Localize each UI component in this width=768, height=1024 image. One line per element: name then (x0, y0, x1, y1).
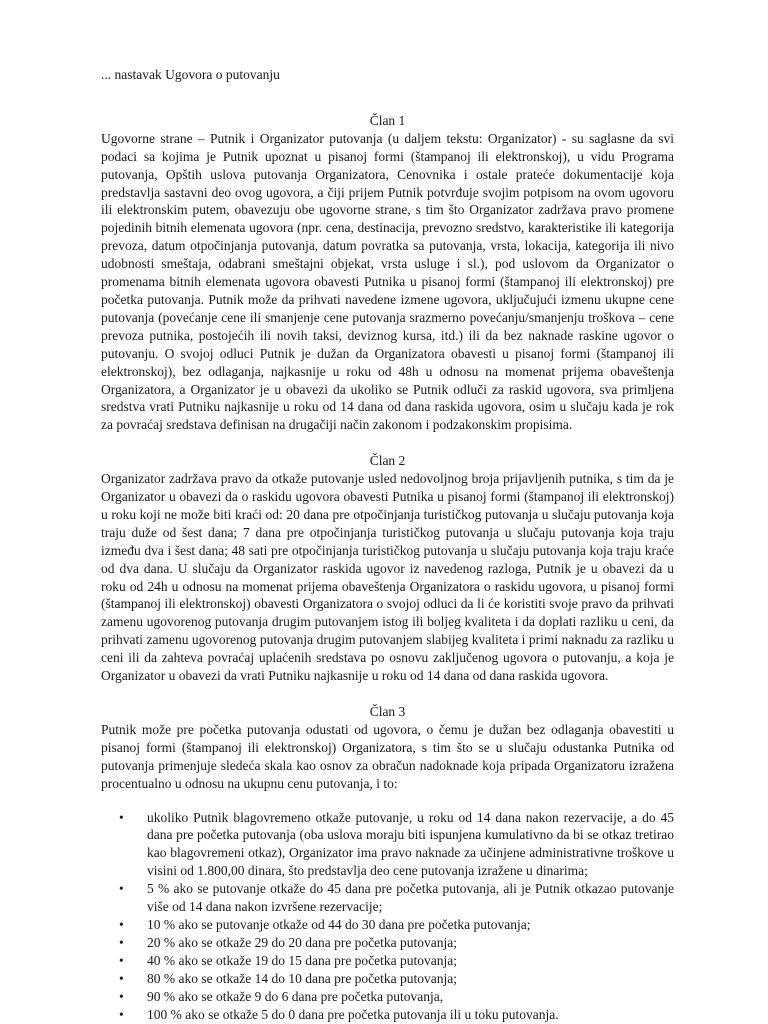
list-item-text: 10 % ako se putovanje otkaže od 44 do 30 dana pre početka putovanja; (147, 916, 531, 932)
list-item-text: ukoliko Putnik blagovremeno otkaže putovanje, u roku od 14 dana nakon rezervacije, a do 45 dana pre početka putovanja (oba uslova moraju biti ispunjena kumulativno da bi se otkaz tretirao kao blagovremeni otkaz), Organizator ima pravo naknade za učinjene administrativne troškove u visini od 1.800,00 dinara, što predstavlja deo cene putovanja izražene u dinarima; (147, 809, 674, 879)
list-item (101, 952, 674, 970)
list-item (101, 970, 674, 988)
bullet-icon: • (119, 952, 124, 968)
list-item-text: 100 % ako se otkaže 5 do 0 dana pre početka putovanja ili u toku putovanja. (147, 1006, 559, 1022)
list-item (101, 880, 674, 916)
list-item-text: 80 % ako se otkaže 14 do 10 dana pre početka putovanja; (147, 970, 458, 986)
article-3-paragraph: Putnik može pre početka putovanja odustati od ugovora, o čemu je dužan bez odlaganja obavestiti u pisanoj formi (štampanoj ili elektronskoj) Organizatora, s tim što se u slučaju odustanka Putnika od putovanja primenjuje sledeća skala kao osnov za obračun nadoknade koja pripada Organizatoru izražena procentualno u odnosu na ukupnu cenu putovanja, i to: (101, 721, 674, 791)
bullet-icon: • (119, 934, 124, 950)
article-2-title: Član 2 (369, 453, 406, 469)
list-item-text: 90 % ako se otkaže 9 do 6 dana pre početka putovanja, (147, 988, 444, 1004)
article-1-title: Član 1 (369, 112, 406, 128)
bullet-icon: • (119, 988, 124, 1004)
cancellation-fee-list (101, 809, 674, 1024)
article-2-paragraph: Organizator zadržava pravo da otkaže putovanje usled nedovoljnog broja prijavljenih putnika, s tim da je Organizator u obavezi da o raskidu ugovora obavesti Putnika u pisanoj formi (štampanoj ili elektronskoj) u roku koji ne može biti kraći od: 20 dana pre otpočinjanja turističkog putovanja u slučaju putovanja koja traju duže od šest dana; 7 dana pre otpočinjanja turističkog putovanja u slučaju putovanja koja traju između dva i šest dana; 48 sati pre otpočinjanja turističkog putovanja u slučaju putovanja koja traju kraće od dva dana. U slučaju da Organizator raskida ugovor iz navedenog razloga, Putnik je u obavezi da u roku od 24h u odnosu na momenat prijema obaveštenja Organizatora o raskidu ugovora, u pisanoj formi (štampanoj ili elektronskoj) obavesti Organizatora o svojoj odluci da li će koristiti svoje pravo da prihvati zamenu ugovorenog putovanja drugim putovanjem istog ili boljeg kvaliteta i da doplati razliku u ceni, da prihvati zamenu ugovorenog putovanja drugim putovanjem slabijeg kvaliteta i primi naknadu za razliku u ceni ili da zahteva povraćaj uplaćenih sredstava po osnovu zaključenog ugovora o putovanju, a koja je Organizator u obavezi da vrati Putniku najkasnije u roku od 14 dana od dana raskida ugovora. (101, 471, 674, 684)
list-item (101, 988, 674, 1006)
bullet-icon: • (119, 970, 124, 986)
list-item (101, 1006, 674, 1024)
article-3-title: Član 3 (369, 704, 406, 719)
article-1 (101, 112, 674, 434)
bullet-icon: • (119, 916, 124, 932)
list-item-text: 5 % ako se putovanje otkaže do 45 dana pre početka putovanja, ali je Putnik otkazao putovanje više od 14 dana nakon izvršene rezervacije; (147, 881, 674, 915)
continuation-heading: ... nastavak Ugovora o putovanju (101, 67, 280, 82)
article-3 (101, 703, 674, 1023)
list-item (101, 916, 674, 934)
article-1-paragraph: Ugovorne strane – Putnik i Organizator putovanja (u daljem tekstu: Organizator) - su saglasne da svi podaci sa kojima je Putnik upoznat u pisanoj formi (štampanoj ili elektronskoj), u vidu Programa putovanja, Opštih uslova putovanja Organizatora, Cenovnika i ostale prateće dokumentacije koja predstavlja sastavni deo ovog ugovora, a čiji prijem Putnik potvrđuje svojim potpisom na ovom ugovoru ili elektronskim putem, obavezuju obe ugovorne strane, s tim što Organizator zadržava pravo promene pojedinih bitnih elemenata ugovora (npr. cena, destinacija, prevozno sredstvo, karakteristike ili kategorija prevoza, datum otpočinjanja putovanja, datum povratka sa putovanja, vrsta, lokacija, kategorija ili nivo udobnosti smeštaja, odabrani smeštajni objekat, vrsta usluge i sl.), pod uslovom da Organizator o promenama bitnih elemenata ugovora obavesti Putnika u pisanoj formi (štampanoj ili elektronskoj) pre početka putovanja. Putnik može da prihvati navedene izmene ugovora, uključujući izmenu ukupne cene putovanja (povećanje cene ili smanjenje cene putovanja srazmerno povećanju/smanjenju troškova – cene prevoza putnika, postojećih ili novih taksi, deviznog kursa, itd.) ili da bez naknade raskine ugovor o putovanju. O svojoj odluci Putnik je dužan da Organizatora obavesti u pisanoj formi (štampanoj ili elektronskoj), bez odlaganja, najkasnije u roku od 48h u odnosu na momenat prijema obaveštenja Organizatora, a Organizator je u obavezi da ukoliko se Putnik odluči za raskid ugovora, sva primljena sredstva vrati Putniku najkasnije u roku od 14 dana od dana raskida ugovora, osim u slučaju kada je rok za povraćaj sredstava definisan na drugačiji način zakonom i podzakonskim propisima. (101, 130, 674, 433)
bullet-icon: • (119, 881, 124, 897)
list-item-text: 40 % ako se otkaže 19 do 15 dana pre početka putovanja; (147, 952, 458, 968)
bullet-icon: • (119, 809, 124, 825)
list-item-text: 20 % ako se otkaže 29 do 20 dana pre početka putovanja; (147, 934, 458, 950)
list-item (101, 934, 674, 952)
article-2 (101, 452, 674, 685)
bullet-icon: • (119, 1006, 124, 1022)
list-item (101, 809, 674, 881)
